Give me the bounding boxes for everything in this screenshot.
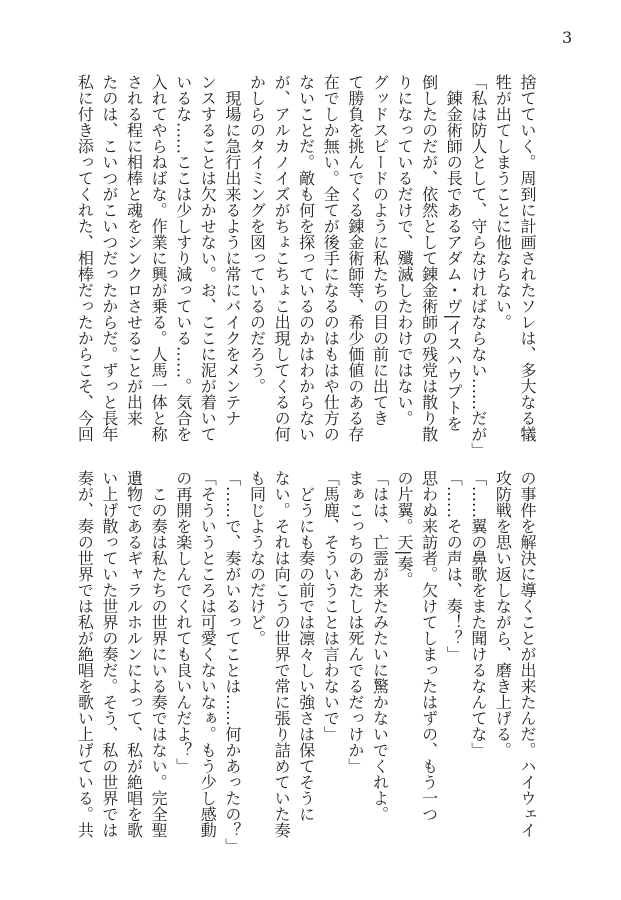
- text-column: の再開を楽しんでくれても良いんだよ？」: [173, 470, 193, 774]
- text-column: 奏が、奏の世界では私が絶唱を歌い上げている。共: [75, 470, 95, 838]
- text-column: 錬金術師の長であるアダム・ヴ|イスハウプトを: [444, 74, 464, 432]
- text-column: の片翼。天|奏。: [395, 470, 415, 588]
- text-column: される程に相棒と魂をシンクロさせることが出来: [124, 74, 144, 426]
- text-column: まぁこっちのあたしは死んでるだっけか」: [345, 470, 365, 774]
- text-column: 「馬鹿、そういうことは言わないで」: [321, 470, 341, 742]
- text-column: て勝負を挑んでくる錬金術師等、希少価値のある存: [345, 74, 365, 442]
- text-column: が、アルカノイズがちょこちょこ出現してくるの何: [272, 74, 292, 442]
- text-column: ないことだ。敵も何を探っているのかはわからない: [296, 74, 316, 442]
- text-column: グッドスピードのように私たちの目の前に出てき: [370, 74, 390, 426]
- text-column: 在でしか無い。全てが後手になるのはもはや仕方の: [321, 74, 341, 442]
- text-column: の事件を解決に導くことが出来たんだ。ハイウェイ: [518, 470, 537, 838]
- text-block-bottom: [72, 470, 539, 855]
- text-column: 入れてやらねばな。作業に興が乗る。人馬一体と称: [149, 74, 169, 442]
- text-block-top: [72, 74, 539, 459]
- text-column: 思わぬ来訪者。欠けてしまったはずの、もう一つ: [419, 470, 439, 822]
- text-column: 「……その声は、奏！？」: [444, 470, 464, 662]
- text-column: 捨てていく。周到に計画されたソレは、多大なる犠: [518, 74, 537, 442]
- text-column: 私に付き添ってくれた、相棒だったからこそ、今回: [75, 74, 95, 442]
- text-column: 攻防戦を思い返しながら、磨き上げる。: [493, 470, 513, 758]
- text-column: ない。それは向こうの世界で常に張り詰めていた奏: [272, 470, 292, 838]
- text-column: 現場に急行出来るように常にバイクをメンテナ: [222, 74, 242, 426]
- text-column: かしらのタイミングを図っているのだろう。: [247, 74, 267, 394]
- text-column: 「……翼の鼻歌をまた聞けるなんてな」: [468, 470, 488, 758]
- text-column: どうにも奏の前では凛々しい強さは保てそうに: [296, 470, 316, 822]
- page-number: 3: [562, 28, 573, 47]
- text-column: 「はは、亡霊が来たみたいに驚かないでくれよ。: [370, 470, 390, 822]
- text-column: 牲が出てしまうことに他ならない。: [493, 74, 513, 330]
- text-column: 「そういうところは可愛くないなぁ。もう少し感動: [198, 470, 218, 838]
- text-column: たのは、こいつがこいつだったからだ。ずっと長年: [99, 74, 119, 442]
- text-column: 倒したのだが、依然として錬金術師の残党は散り散: [419, 74, 439, 442]
- text-column: い上げ散っていた世界の奏だ。そう、私の世界では: [99, 470, 119, 838]
- text-column: も同じようなのだけど。: [247, 470, 267, 646]
- text-column: 「私は防人として、守らなければならない……だが」: [468, 74, 488, 458]
- text-column: いるな……ここは少しすり減っている……。気合を: [173, 74, 193, 442]
- text-column: りになっているだけで、殲滅したわけではない。: [395, 74, 415, 426]
- text-column: この奏は私たちの世界にいる奏ではない。完全聖: [149, 470, 169, 838]
- text-column: 遺物であるギャラルホルンによって、私が絶唱を歌: [124, 470, 144, 838]
- text-column: ンスすることは欠かせない。お、ここに泥が着いて: [198, 74, 218, 442]
- text-column: 「……で、奏がいるってことは……何かあったの？」: [222, 470, 242, 854]
